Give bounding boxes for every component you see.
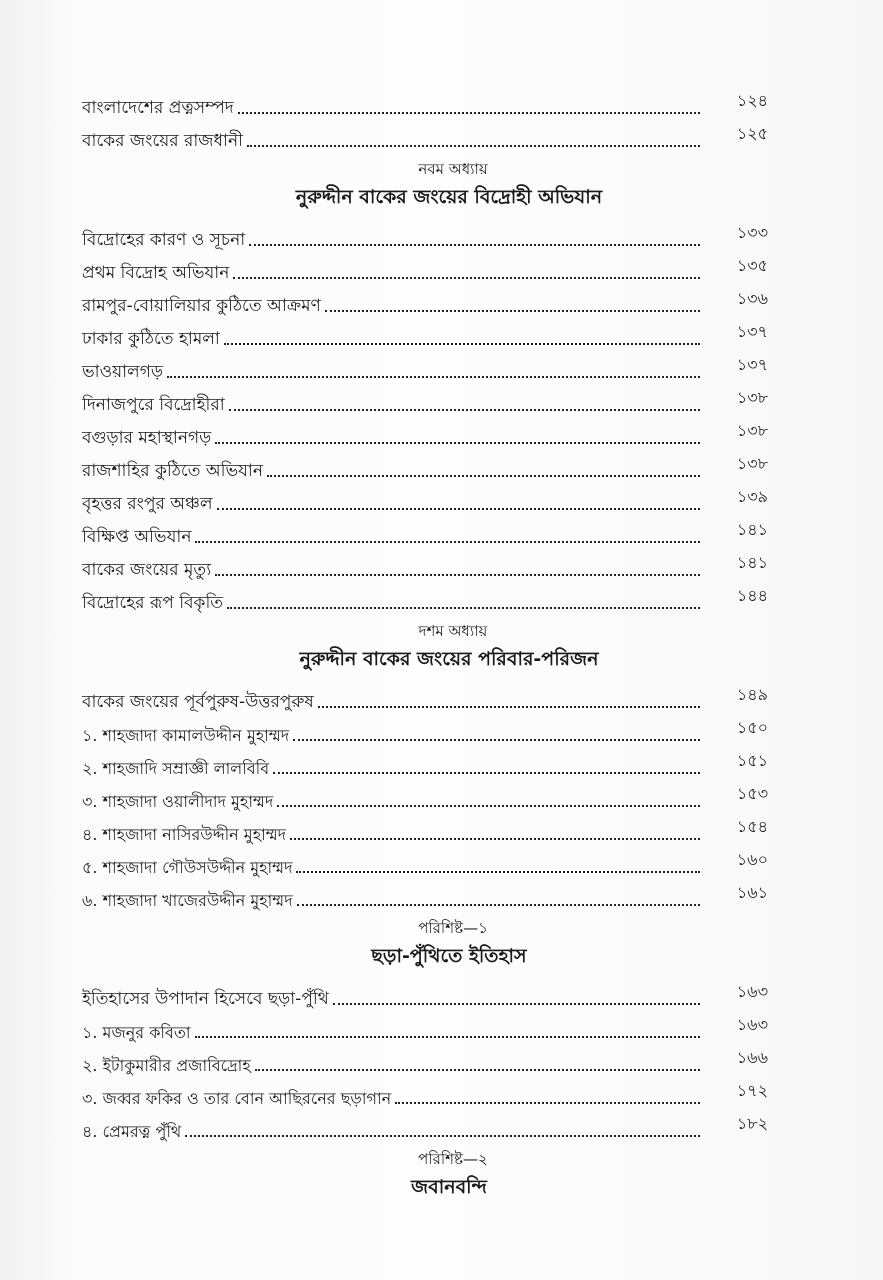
toc-entry xyxy=(82,84,768,117)
toc-entry xyxy=(82,678,768,711)
toc-entry-page: ১৬১ xyxy=(736,883,768,902)
dot-leader xyxy=(215,574,700,576)
toc-entry-title: ১. মজনুর কবিতা xyxy=(82,1023,191,1042)
toc-entry-title: বিক্ষিপ্ত অভিযান xyxy=(82,527,192,547)
toc-entry-title: বাংলাদেশের প্রত্নসম্পদ xyxy=(82,98,234,118)
toc-entry-title: বৃহত্তর রংপুর অঞ্চল xyxy=(82,494,213,514)
toc-entry-page: ১৩৯ xyxy=(736,487,768,506)
dot-leader xyxy=(255,1069,700,1071)
dot-leader xyxy=(215,442,700,444)
toc-entry xyxy=(82,1107,768,1140)
toc-entry-page: ১২৫ xyxy=(736,124,768,143)
toc-entry xyxy=(82,546,768,579)
toc-entry xyxy=(82,282,768,315)
toc-entry-title: বিদ্রোহের কারণ ও সূচনা xyxy=(82,230,246,250)
toc-entry xyxy=(82,315,768,348)
dot-leader xyxy=(195,1036,700,1038)
toc-entry-page: ১৩৬ xyxy=(736,289,768,308)
toc-entry-page: ১২৪ xyxy=(736,91,768,110)
toc-entry-title: ৬. শাহজাদা খাজেরউদ্দীন মুহাম্মদ xyxy=(82,891,293,910)
toc-entry-page: ১৩৮ xyxy=(736,388,768,407)
dot-leader xyxy=(273,772,700,774)
toc-entry-page: ১৫১ xyxy=(736,751,768,770)
appendix-2-label: পরিশিষ্ট—২ xyxy=(418,1150,488,1168)
dot-leader xyxy=(195,541,700,543)
toc-entry-page: ১৬০ xyxy=(736,850,768,869)
toc-entry-page: ১৮২ xyxy=(736,1114,768,1133)
toc-entry xyxy=(82,513,768,546)
toc-entry-page: ১৩৭ xyxy=(736,322,768,341)
dot-leader xyxy=(318,706,700,708)
toc-entry-page: ১৪১ xyxy=(736,553,768,572)
toc-entry-page: ১৪৯ xyxy=(736,685,768,704)
toc-entry xyxy=(82,381,768,414)
toc-entry-page: ১৬৩ xyxy=(736,1015,768,1034)
toc-entry xyxy=(82,117,768,150)
toc-entry xyxy=(82,216,768,249)
chapter-10-label: দশম অধ্যায় xyxy=(418,622,488,640)
toc-entry-title: বগুড়ার মহাস্থানগড় xyxy=(82,428,212,448)
toc-entry-title: বাকের জংয়ের রাজধানী xyxy=(82,131,243,151)
toc-entry-page: ১৩৭ xyxy=(736,355,768,374)
toc-entry-title: ৩. জব্বর ফকির ও তার বোন আছিরনের ছড়াগান xyxy=(82,1089,392,1108)
toc-entry-page: ১৬৬ xyxy=(736,1048,768,1067)
toc-entry-page: ১৭২ xyxy=(736,1081,768,1100)
toc-entry xyxy=(82,711,768,744)
toc-entry-page: ১৪১ xyxy=(736,520,768,539)
toc-entry-title: ৫. শাহজাদা গৌউসউদ্দীন মুহাম্মদ xyxy=(82,858,293,877)
toc-entry-page: ১৬৩ xyxy=(736,982,768,1001)
toc-entry-title: রাজশাহির কুঠিতে অভিযান xyxy=(82,461,263,481)
dot-leader xyxy=(395,1102,700,1104)
dot-leader xyxy=(293,739,700,741)
toc-entry-title: দিনাজপুরে বিদ্রোহীরা xyxy=(82,395,225,415)
toc-entry-title: বিদ্রোহের রূপ বিকৃতি xyxy=(82,593,224,613)
dot-leader xyxy=(249,244,700,246)
toc-entry-title: ঢাকার কুঠিতে হামলা xyxy=(82,329,220,349)
dot-leader xyxy=(296,871,700,873)
dot-leader xyxy=(238,112,700,114)
toc-entry xyxy=(82,1074,768,1107)
toc-entry xyxy=(82,810,768,843)
toc-entry-title: ২. শাহজাদি সম্রাজ্ঞী লালবিবি xyxy=(82,759,270,778)
dot-leader xyxy=(333,1003,700,1005)
toc-entry xyxy=(82,1041,768,1074)
toc-entry-page: ১৩৩ xyxy=(736,223,768,242)
toc-entry-page: ১৩৮ xyxy=(736,454,768,473)
appendix-1-label: পরিশিষ্ট—১ xyxy=(418,919,488,937)
toc-entry xyxy=(82,579,768,612)
toc-entry-title: ৪. প্রেমরত্ন পুঁথি xyxy=(82,1122,182,1141)
dot-leader xyxy=(297,904,700,906)
toc-entry-title: ২. ইটাকুমারীর প্রজাবিদ্রোহ xyxy=(82,1056,251,1075)
dot-leader xyxy=(185,1135,700,1137)
dot-leader xyxy=(290,838,700,840)
dot-leader xyxy=(167,376,700,378)
toc-entry-page: ১৫০ xyxy=(736,718,768,737)
toc-entry-title: ৪. শাহজাদা নাসিরউদ্দীন মুহাম্মদ xyxy=(82,825,287,844)
toc-entry-page: ১৩৫ xyxy=(736,256,768,275)
toc-entry-page: ১৫৪ xyxy=(736,817,768,836)
toc-entry xyxy=(82,876,768,909)
toc-entry xyxy=(82,414,768,447)
toc-entry xyxy=(82,744,768,777)
toc-entry-page: ১৫৩ xyxy=(736,784,768,803)
toc-entry-title: প্রথম বিদ্রোহ অভিযান xyxy=(82,263,230,283)
toc-entry-title: ৩. শাহজাদা ওয়ালীদাদ মুহাম্মদ xyxy=(82,792,274,811)
chapter-9-title: নুরুদ্দীন বাকের জংয়ের বিদ্রোহী অভিযান xyxy=(295,186,603,208)
toc-entry-page: ১৪৪ xyxy=(736,586,768,605)
toc-entry xyxy=(82,777,768,810)
dot-leader xyxy=(267,475,700,477)
dot-leader xyxy=(247,145,700,147)
dot-leader xyxy=(277,805,700,807)
toc-entry-page: ১৩৮ xyxy=(736,421,768,440)
toc-entry xyxy=(82,843,768,876)
dot-leader xyxy=(229,409,700,411)
toc-entry xyxy=(82,348,768,381)
chapter-10-title: নুরুদ্দীন বাকের জংয়ের পরিবার-পরিজন xyxy=(299,648,599,670)
dot-leader xyxy=(325,310,700,312)
toc-entry xyxy=(82,975,768,1008)
dot-leader xyxy=(217,508,700,510)
chapter-9-label: নবম অধ্যায় xyxy=(418,160,488,178)
appendix-2-title: জবানবন্দি xyxy=(411,1176,487,1198)
table-of-contents xyxy=(82,84,768,1206)
appendix-1-title: ছড়া-পুঁথিতে ইতিহাস xyxy=(371,945,527,967)
dot-leader xyxy=(233,277,700,279)
toc-entry-title: বাকের জংয়ের পূর্বপুরুষ-উত্তরপুরুষ xyxy=(82,692,314,712)
toc-entry xyxy=(82,447,768,480)
toc-entry-title: ইতিহাসের উপাদান হিসেবে ছড়া-পুঁথি xyxy=(82,989,329,1009)
dot-leader xyxy=(227,607,700,609)
toc-entry-title: ১. শাহজাদা কামালউদ্দীন মুহাম্মদ xyxy=(82,726,290,745)
toc-entry-title: ভাওয়ালগড় xyxy=(82,362,163,382)
toc-entry xyxy=(82,480,768,513)
toc-entry xyxy=(82,1008,768,1041)
dot-leader xyxy=(224,343,700,345)
toc-entry xyxy=(82,249,768,282)
toc-entry-title: রামপুর-বোয়ালিয়ার কুঠিতে আক্রমণ xyxy=(82,296,321,316)
toc-entry-title: বাকের জংয়ের মৃত্যু xyxy=(82,560,212,580)
